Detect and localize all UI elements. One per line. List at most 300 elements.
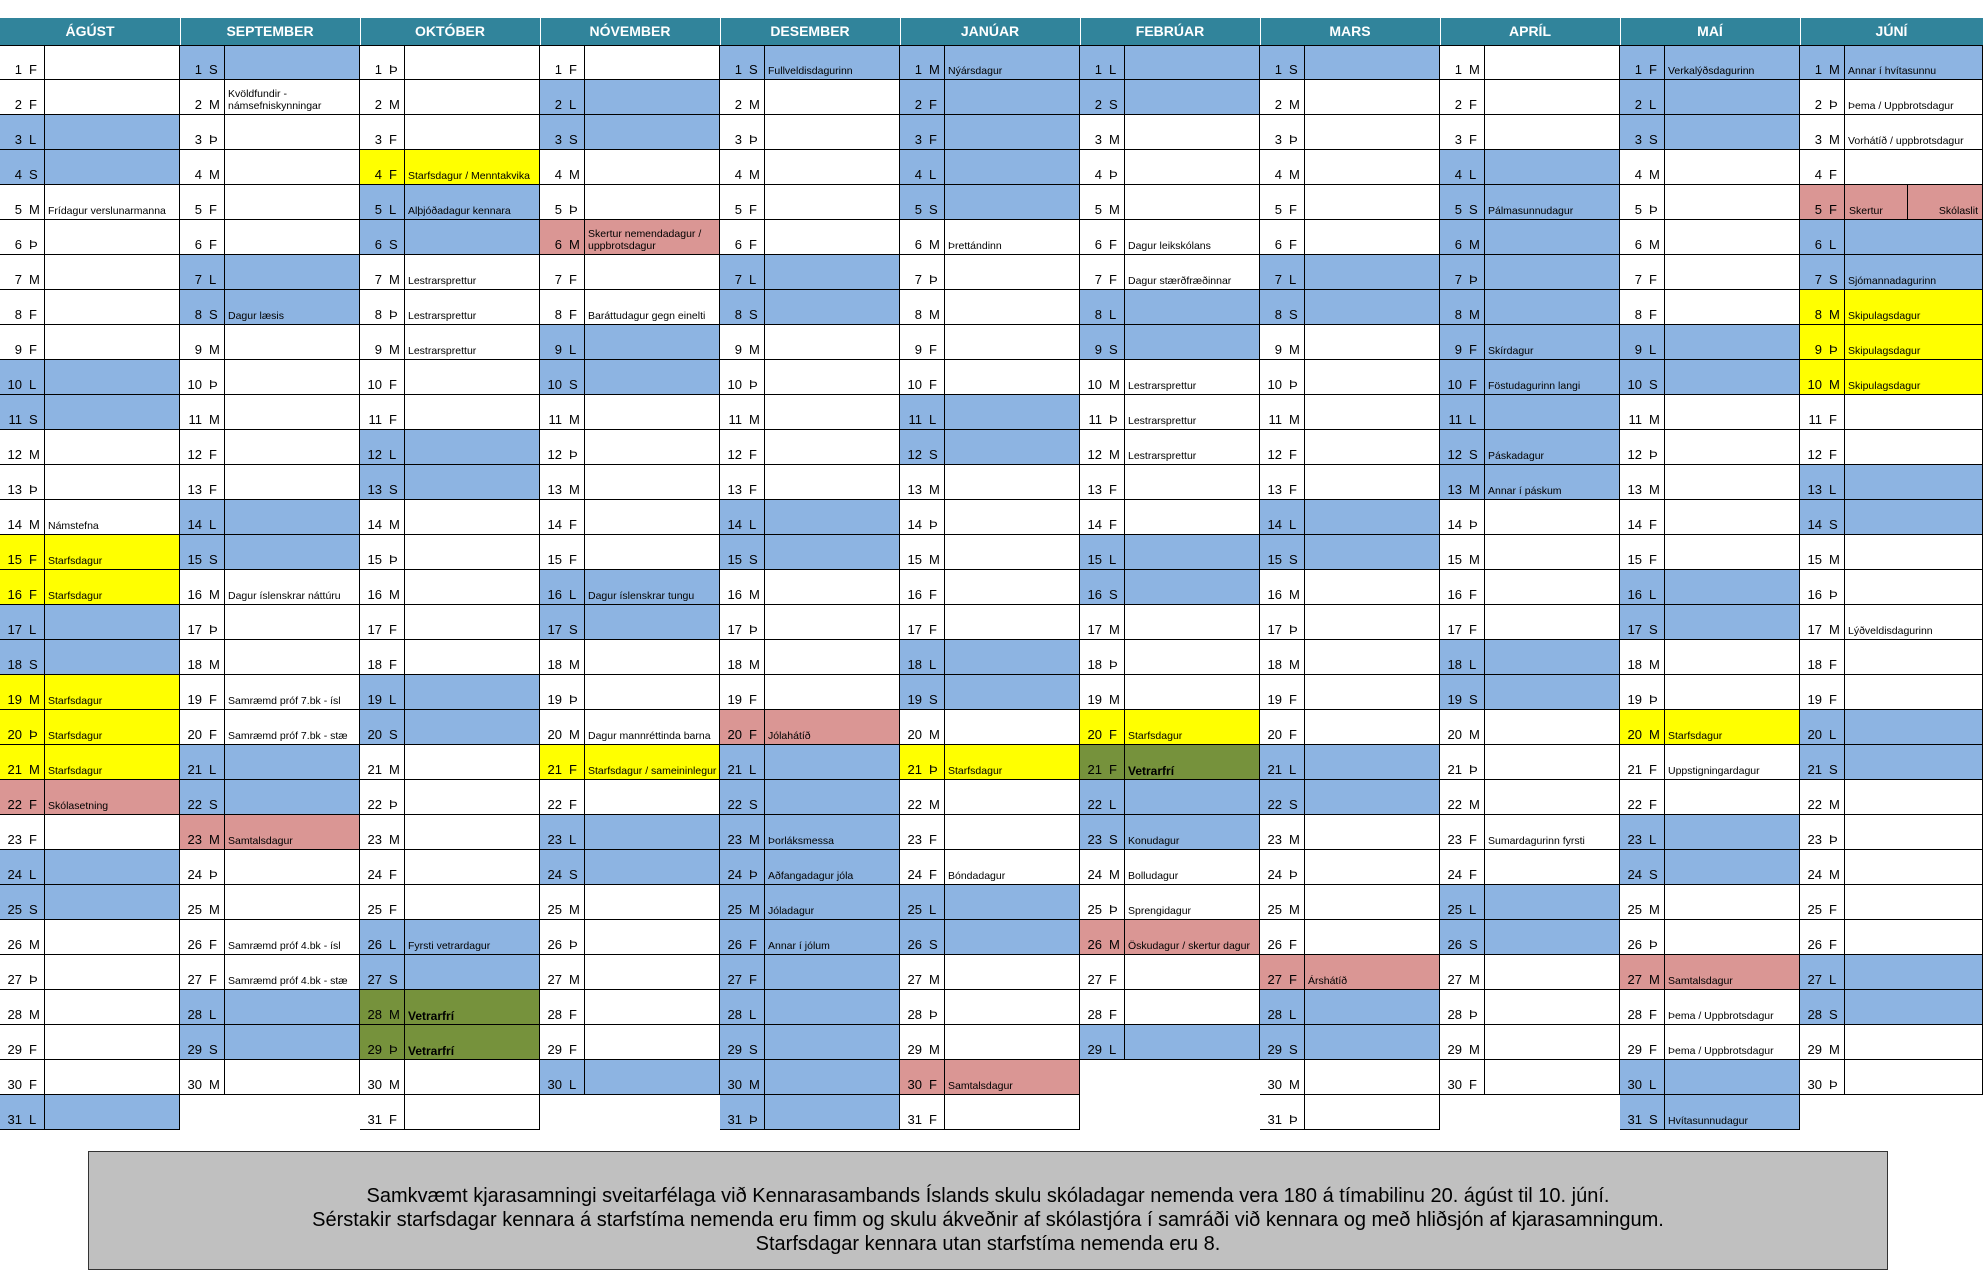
day-cell: [900, 570, 1080, 605]
day-number: 9: [194, 342, 202, 357]
day-cell: [1620, 45, 1800, 80]
weekday-letter: F: [1469, 377, 1477, 392]
day-number-box: [360, 850, 405, 884]
day-cell: [1440, 815, 1620, 850]
day-number: 1: [194, 62, 202, 77]
weekday-letter: L: [929, 902, 937, 917]
weekday-letter: S: [1469, 447, 1478, 462]
weekday-letter: S: [29, 167, 38, 182]
day-cell: [180, 1025, 360, 1060]
day-cell: [360, 115, 540, 150]
day-number-box: [180, 150, 225, 184]
day-number: 30: [1447, 1077, 1462, 1092]
day-number: 17: [187, 622, 202, 637]
day-number: 18: [1087, 657, 1102, 672]
day-number-box: [360, 290, 405, 324]
weekday-letter: L: [1109, 1042, 1117, 1057]
weekday-letter: S: [389, 237, 398, 252]
day-number-box: [360, 710, 405, 744]
weekday-letter: F: [1469, 867, 1477, 882]
day-number: 16: [727, 587, 742, 602]
day-number-box: [720, 1095, 765, 1129]
day-cell: [1260, 885, 1440, 920]
day-cell: [1800, 675, 1983, 710]
day-number-box: [1800, 710, 1845, 744]
day-number-box: [1800, 815, 1845, 849]
day-number-box: [900, 395, 945, 429]
weekday-letter: M: [1469, 727, 1480, 742]
day-number-box: [1440, 80, 1485, 114]
day-number: 17: [547, 622, 562, 637]
event-label: Jóladagur: [768, 905, 815, 917]
event-label: Sumardagurinn fyrsti: [1488, 835, 1585, 847]
day-number-box: [0, 990, 45, 1024]
day-number: 15: [367, 552, 382, 567]
day-cell: [900, 1060, 1080, 1095]
weekday-letter: M: [1469, 972, 1480, 987]
day-number-box: [1620, 360, 1665, 394]
day-cell: [1440, 395, 1620, 430]
day-cell: [0, 465, 180, 500]
event-label: Lestrarsprettur: [408, 345, 477, 357]
weekday-letter: M: [569, 657, 580, 672]
day-number: 29: [547, 1042, 562, 1057]
day-number-box: [1260, 150, 1305, 184]
day-number-box: [1440, 640, 1485, 674]
event-label: Árshátíð: [1308, 975, 1348, 987]
day-number: 23: [1807, 832, 1822, 847]
day-cell: [1800, 920, 1983, 955]
day-cell: [0, 815, 180, 850]
weekday-letter: F: [29, 62, 37, 77]
day-number: 21: [367, 762, 382, 777]
event-label: Hvítasunnudagur: [1668, 1115, 1748, 1127]
day-number: 30: [1807, 1077, 1822, 1092]
weekday-letter: M: [29, 517, 40, 532]
day-cell: [1260, 290, 1440, 325]
weekday-letter: Þ: [1829, 97, 1838, 112]
day-cell: [1620, 710, 1800, 745]
day-number: 20: [7, 727, 22, 742]
day-number: 18: [1267, 657, 1282, 672]
day-number-box: [1080, 955, 1125, 989]
header-separator: [1260, 18, 1261, 45]
day-cell: [720, 1095, 900, 1130]
event-label: Vorhátíð / uppbrotsdagur: [1848, 135, 1964, 147]
weekday-letter: F: [1109, 1007, 1117, 1022]
weekday-letter: M: [209, 97, 220, 112]
day-number: 8: [14, 307, 22, 322]
weekday-letter: M: [1829, 62, 1840, 77]
day-number: 9: [1094, 342, 1102, 357]
day-number-box: [540, 220, 585, 254]
event-label: Alþjóðadagur kennara: [408, 205, 511, 217]
day-number-box: [1260, 570, 1305, 604]
day-number-box: [1080, 535, 1125, 569]
day-cell: [1620, 885, 1800, 920]
weekday-letter: F: [569, 62, 577, 77]
day-number: 10: [187, 377, 202, 392]
day-number-box: [900, 535, 945, 569]
day-number: 29: [1267, 1042, 1282, 1057]
weekday-letter: F: [749, 447, 757, 462]
day-number: 22: [727, 797, 742, 812]
day-number-box: [1080, 640, 1125, 674]
weekday-letter: F: [209, 972, 217, 987]
day-number: 7: [14, 272, 22, 287]
day-cell: [1440, 150, 1620, 185]
day-cell: [1440, 360, 1620, 395]
day-cell: [900, 605, 1080, 640]
event-label: Konudagur: [1128, 835, 1180, 847]
day-number-box: [360, 430, 405, 464]
day-number: 4: [554, 167, 562, 182]
weekday-letter: F: [569, 797, 577, 812]
weekday-letter: F: [1829, 412, 1837, 427]
weekday-letter: S: [1829, 517, 1838, 532]
day-cell: [1620, 360, 1800, 395]
day-number: 11: [1088, 412, 1102, 427]
day-number: 1: [1274, 62, 1282, 77]
weekday-letter: F: [1289, 482, 1297, 497]
day-number-box: [1800, 430, 1845, 464]
day-number: 2: [1454, 97, 1462, 112]
day-cell: [1800, 815, 1983, 850]
day-number-box: [1260, 1095, 1305, 1129]
day-number-box: [0, 500, 45, 534]
day-cell: [1440, 45, 1620, 80]
day-number: 13: [907, 482, 922, 497]
day-cell: [540, 710, 720, 745]
day-cell: [180, 710, 360, 745]
weekday-letter: S: [1289, 307, 1298, 322]
day-cell: [1620, 955, 1800, 990]
day-number: 30: [907, 1077, 922, 1092]
day-cell: [0, 500, 180, 535]
weekday-letter: F: [1829, 202, 1837, 217]
day-number-box: [1440, 710, 1485, 744]
weekday-letter: S: [209, 62, 218, 77]
weekday-letter: Þ: [1289, 377, 1298, 392]
day-number-box: [180, 710, 225, 744]
weekday-letter: M: [389, 587, 400, 602]
day-number: 5: [1454, 202, 1462, 217]
day-number-box: [900, 850, 945, 884]
day-number-box: [900, 1060, 945, 1094]
day-number-box: [1080, 815, 1125, 849]
day-cell: [540, 780, 720, 815]
day-cell: [1620, 290, 1800, 325]
day-number-box: [180, 605, 225, 639]
day-number-box: [1080, 220, 1125, 254]
day-number: 14: [547, 517, 562, 532]
day-number-box: [0, 325, 45, 359]
day-number-box: [1620, 185, 1665, 219]
event-label: Skólasetning: [48, 800, 109, 812]
day-number-box: [1800, 255, 1845, 289]
day-number-box: [1260, 675, 1305, 709]
day-cell: [900, 255, 1080, 290]
weekday-letter: S: [1469, 937, 1478, 952]
day-number: 23: [547, 832, 562, 847]
day-cell: [1800, 325, 1983, 360]
day-number-box: [1620, 570, 1665, 604]
event-label: Öskudagur / skertur dagur: [1128, 940, 1250, 952]
day-number-box: [180, 570, 225, 604]
day-number: 14: [1807, 517, 1822, 532]
day-number: 9: [14, 342, 22, 357]
day-number: 3: [1094, 132, 1102, 147]
day-number-box: [180, 185, 225, 219]
day-number-box: [720, 640, 765, 674]
day-number-box: [900, 80, 945, 114]
weekday-letter: F: [929, 97, 937, 112]
weekday-letter: M: [1289, 97, 1300, 112]
day-number-box: [540, 115, 585, 149]
day-cell: [720, 150, 900, 185]
day-cell: [1260, 150, 1440, 185]
weekday-letter: Þ: [1649, 202, 1658, 217]
day-number: 12: [367, 447, 382, 462]
day-number-box: [1620, 535, 1665, 569]
day-number-box: [0, 465, 45, 499]
weekday-letter: L: [569, 97, 577, 112]
day-number-box: [720, 395, 765, 429]
day-number-box: [1620, 430, 1665, 464]
weekday-letter: F: [29, 97, 37, 112]
day-number-box: [540, 46, 585, 79]
day-cell: [180, 430, 360, 465]
day-number: 11: [8, 412, 22, 427]
day-number: 21: [907, 762, 922, 777]
day-number: 1: [554, 62, 562, 77]
day-number: 19: [367, 692, 382, 707]
weekday-letter: Þ: [209, 377, 218, 392]
day-number-box: [1080, 675, 1125, 709]
day-number: 5: [554, 202, 562, 217]
day-number: 11: [908, 412, 922, 427]
weekday-letter: M: [209, 342, 220, 357]
weekday-letter: M: [1109, 867, 1120, 882]
day-number: 27: [1447, 972, 1462, 987]
day-number: 7: [554, 272, 562, 287]
day-number-box: [180, 325, 225, 359]
day-number: 19: [547, 692, 562, 707]
day-number: 25: [1627, 902, 1642, 917]
day-number: 17: [1087, 622, 1102, 637]
day-number: 9: [914, 342, 922, 357]
weekday-letter: F: [1109, 972, 1117, 987]
day-number-box: [360, 185, 405, 219]
day-number-box: [1800, 570, 1845, 604]
weekday-letter: M: [1109, 202, 1120, 217]
day-number-box: [1080, 885, 1125, 919]
day-number: 8: [1274, 307, 1282, 322]
day-number: 16: [187, 587, 202, 602]
weekday-letter: M: [929, 62, 940, 77]
day-number: 30: [187, 1077, 202, 1092]
day-number: 24: [1627, 867, 1642, 882]
day-cell: [1440, 640, 1620, 675]
weekday-letter: M: [1469, 552, 1480, 567]
day-cell: [1260, 1095, 1440, 1130]
day-number-box: [360, 640, 405, 674]
day-number: 15: [1447, 552, 1462, 567]
day-cell: [720, 570, 900, 605]
day-number-box: [540, 290, 585, 324]
weekday-letter: L: [209, 1007, 217, 1022]
day-cell: [360, 710, 540, 745]
weekday-letter: L: [1289, 272, 1297, 287]
day-cell: [1080, 255, 1260, 290]
day-number: 2: [194, 97, 202, 112]
weekday-letter: F: [1649, 762, 1657, 777]
day-number-box: [540, 150, 585, 184]
day-cell: [1080, 640, 1260, 675]
day-number: 25: [547, 902, 562, 917]
day-number: 28: [7, 1007, 22, 1022]
day-number-box: [540, 675, 585, 709]
day-number: 10: [547, 377, 562, 392]
day-number-box: [1260, 815, 1305, 849]
weekday-letter: F: [1289, 202, 1297, 217]
event-label: Skólaslit: [1938, 205, 1978, 217]
info-note-box: [88, 1151, 1888, 1270]
day-number-box: [900, 1095, 945, 1129]
day-number-box: [720, 360, 765, 394]
day-number-box: [1440, 850, 1485, 884]
day-number: 24: [1447, 867, 1462, 882]
day-number: 10: [1627, 377, 1642, 392]
day-number: 11: [1448, 412, 1462, 427]
day-number: 22: [1087, 797, 1102, 812]
weekday-letter: Þ: [389, 1042, 398, 1057]
day-number: 5: [1634, 202, 1642, 217]
day-number: 12: [1807, 447, 1822, 462]
day-cell: [180, 885, 360, 920]
day-number: 6: [194, 237, 202, 252]
day-number: 1: [1094, 62, 1102, 77]
day-cell: [360, 990, 540, 1025]
event-label: Þema / Uppbrotsdagur: [1848, 100, 1954, 112]
day-number-box: [0, 430, 45, 464]
day-number: 14: [907, 517, 922, 532]
weekday-letter: Þ: [1109, 657, 1118, 672]
day-number: 19: [1267, 692, 1282, 707]
day-number-box: [540, 955, 585, 989]
event-label: Þema / Uppbrotsdagur: [1668, 1045, 1774, 1057]
day-number: 20: [547, 727, 562, 742]
day-number-box: [1620, 640, 1665, 674]
day-number: 7: [914, 272, 922, 287]
day-number: 14: [727, 517, 742, 532]
day-number: 20: [367, 727, 382, 742]
day-number: 12: [1087, 447, 1102, 462]
weekday-letter: S: [1829, 272, 1838, 287]
day-number: 27: [7, 972, 22, 987]
day-cell: [1260, 710, 1440, 745]
day-number-box: [1800, 885, 1845, 919]
event-label: Bóndadagur: [948, 870, 1006, 882]
day-cell: [1080, 395, 1260, 430]
day-cell: [1080, 500, 1260, 535]
weekday-letter: M: [1289, 587, 1300, 602]
day-cell: [1080, 45, 1260, 80]
day-number-box: [1080, 710, 1125, 744]
day-number-box: [900, 220, 945, 254]
day-number: 27: [907, 972, 922, 987]
weekday-letter: M: [749, 412, 760, 427]
day-number: 17: [1267, 622, 1282, 637]
day-cell: [180, 45, 360, 80]
day-number: 30: [367, 1077, 382, 1092]
weekday-letter: F: [209, 692, 217, 707]
day-number: 1: [734, 62, 742, 77]
month-header: FEBRÚAR: [1135, 23, 1205, 39]
day-number: 5: [1094, 202, 1102, 217]
day-number-box: [540, 780, 585, 814]
day-number: 10: [1807, 377, 1822, 392]
day-cell: [1080, 955, 1260, 990]
day-number-box: [0, 290, 45, 324]
day-number-box: [1620, 500, 1665, 534]
weekday-letter: M: [1289, 902, 1300, 917]
day-number-box: [0, 675, 45, 709]
day-cell: [1260, 990, 1440, 1025]
weekday-letter: M: [389, 97, 400, 112]
event-split-left: [1845, 185, 1908, 219]
day-number: 7: [194, 272, 202, 287]
day-cell: [180, 920, 360, 955]
weekday-letter: S: [569, 622, 578, 637]
day-number-box: [0, 605, 45, 639]
day-number: 7: [374, 272, 382, 287]
day-cell: [1800, 220, 1983, 255]
event-label: Vetrarfrí: [408, 1044, 455, 1058]
weekday-letter: L: [1829, 237, 1837, 252]
day-number-box: [720, 570, 765, 604]
weekday-letter: Þ: [569, 447, 578, 462]
weekday-letter: S: [1829, 1007, 1838, 1022]
weekday-letter: F: [389, 167, 397, 182]
day-cell: [1440, 955, 1620, 990]
day-cell: [1440, 780, 1620, 815]
day-cell: [180, 1060, 360, 1095]
weekday-letter: M: [389, 517, 400, 532]
day-number: 12: [1267, 447, 1282, 462]
day-number-box: [0, 815, 45, 849]
weekday-letter: S: [749, 797, 758, 812]
day-number: 25: [1807, 902, 1822, 917]
day-cell: [1260, 1060, 1440, 1095]
day-cell: [180, 990, 360, 1025]
day-number: 25: [727, 902, 742, 917]
weekday-letter: M: [1469, 237, 1480, 252]
day-cell: [1080, 570, 1260, 605]
day-number: 1: [14, 62, 22, 77]
day-cell: [540, 290, 720, 325]
day-number-box: [900, 815, 945, 849]
weekday-letter: Þ: [749, 377, 758, 392]
weekday-letter: F: [29, 1077, 37, 1092]
day-number: 16: [367, 587, 382, 602]
day-cell: [720, 675, 900, 710]
day-number-box: [360, 325, 405, 359]
day-number-box: [0, 710, 45, 744]
day-cell: [720, 360, 900, 395]
day-cell: [1440, 675, 1620, 710]
day-number: 13: [1447, 482, 1462, 497]
